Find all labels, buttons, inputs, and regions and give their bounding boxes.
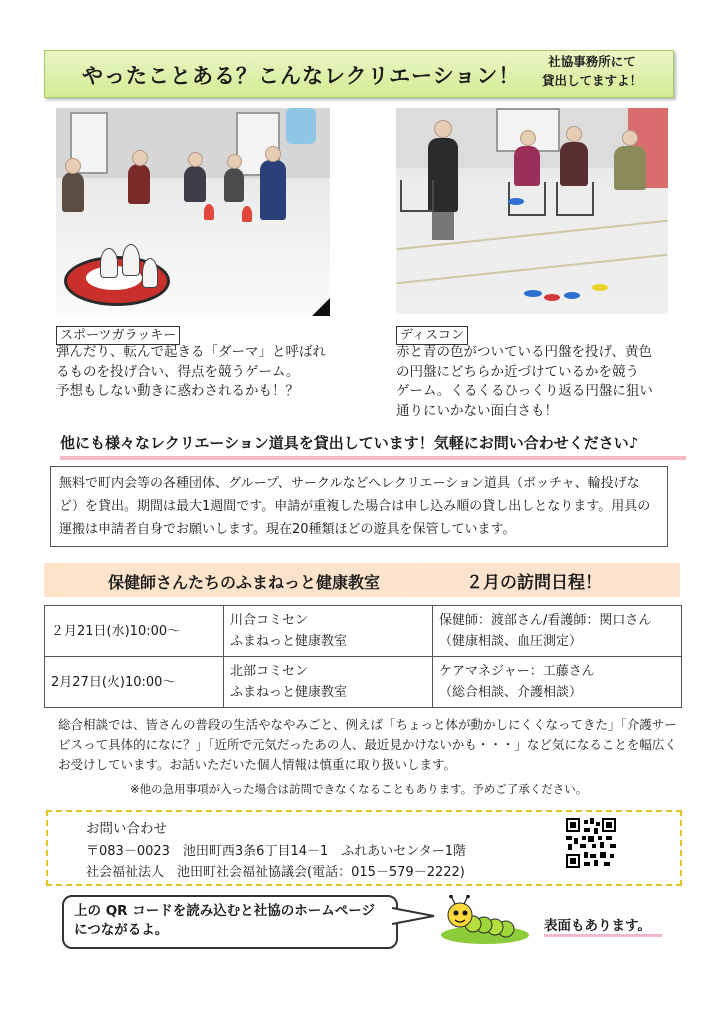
program-month: ２月の訪問日程！	[466, 573, 602, 593]
back-side-underline	[544, 934, 662, 937]
item-discon	[396, 324, 468, 343]
place-cell	[224, 657, 433, 708]
schedule-table	[44, 605, 682, 708]
content-name: （総合相談、介護相談）	[439, 685, 583, 700]
contact-label: お問い合わせ	[86, 821, 167, 837]
description-line: の円盤にどちらか近づけているかを競う	[396, 363, 639, 380]
date-cell: ２月21日(水)10:00～	[45, 606, 224, 657]
place-name: 北部コミセン	[230, 664, 309, 679]
banner-underline	[60, 456, 686, 460]
photo-discon	[396, 108, 668, 314]
bubble-line: 上の QR コードを読み込むと社協のホームページ	[74, 903, 376, 919]
place-name: 川合コミセン	[230, 613, 309, 628]
event-name: ふまねっと健康教室	[230, 685, 348, 700]
description-line: るものを投げ合い、得点を競うゲーム。	[56, 363, 300, 380]
description-line: 予想もしない動きに惑わされるかも！？	[56, 383, 299, 399]
qr-code-icon[interactable]	[566, 818, 616, 868]
caterpillar-mascot-icon	[440, 895, 530, 945]
rental-banner: 他にも様々なレクリエーション道具を貸出しています！気軽にお問い合わせください♪	[60, 434, 639, 452]
staff-cell	[433, 657, 682, 708]
header-note-line1: 社協事務所にて	[548, 54, 636, 69]
header-note-line2: 貸出してますよ！	[541, 73, 642, 88]
staff-name: ケアマネジャー：工藤さん	[439, 664, 595, 679]
back-side-note: 表面もあります。	[544, 918, 651, 934]
rental-info-box: 無料で町内会等の各種団体、グループ、サークルなどへレクリエーション道具（ボッチャ、輪投げなど）を貸出。期間は最大1週間です。申請が重複した場合は申し込み順の貸し出しとなります。用具の運搬は申請者自身でお願いします。現在20種類ほどの遊具を保管しています。	[50, 466, 668, 547]
program-title: 保健師さんたちのふまねっと健康教室	[108, 573, 381, 592]
item-title: ディスコン	[396, 326, 468, 345]
description-line: 通りにいかない面白さも！	[396, 402, 558, 419]
photo-sports-garakki	[56, 108, 330, 316]
description-line: 弾んだり、転んで起きる「ダーマ」と呼ばれ	[56, 344, 326, 360]
content-name: （健康相談、血圧測定）	[439, 634, 583, 649]
item-description	[56, 343, 336, 402]
place-cell	[224, 606, 433, 657]
header-note	[520, 52, 664, 90]
date-cell: 2月27日(火)10:00～	[45, 657, 224, 708]
consultation-note: 総合相談では、皆さんの普段の生活やなやみごと、例えば「ちょっと体が動かしにくくなってきた」「介護サービスって具体的になに？」「近所で元気だったあの人、最近見かけないかも・・・」など気になることを幅広くお受けしています。お話いただいた個人情報は慎重に取り扱いします。	[58, 717, 677, 772]
event-name: ふまねっと健康教室	[230, 634, 348, 649]
item-description	[396, 343, 676, 421]
description-line: 赤と青の色がついている円盤を投げ、黄色	[396, 344, 652, 360]
staff-cell	[433, 606, 682, 657]
description-line: ゲーム。くるくるひっくり返る円盤に狙い	[396, 383, 653, 399]
bubble-tail-icon	[392, 906, 436, 930]
table-row	[45, 657, 682, 708]
contact-organization: 社会福祉法人 池田町社会福祉協議会(電話：015－579－2222)	[86, 865, 465, 880]
item-sports-garakki	[56, 324, 180, 343]
staff-name: 保健師：渡部さん/看護師：関口さん	[439, 613, 652, 628]
contact-address: 〒083－0023 池田町西3条6丁目14－1 ふれあいセンター1階	[86, 844, 467, 859]
item-title: スポーツガラッキー	[56, 326, 180, 345]
page-title: やったことある？こんなレクリエーション！	[82, 64, 521, 88]
bubble-line: につながるよ。	[74, 922, 169, 938]
table-row	[45, 606, 682, 657]
bubble-text	[74, 902, 394, 940]
schedule-disclaimer: ※他の急用事項が入った場合は訪問できなくなることもあります。予めご了承ください。	[130, 782, 588, 796]
